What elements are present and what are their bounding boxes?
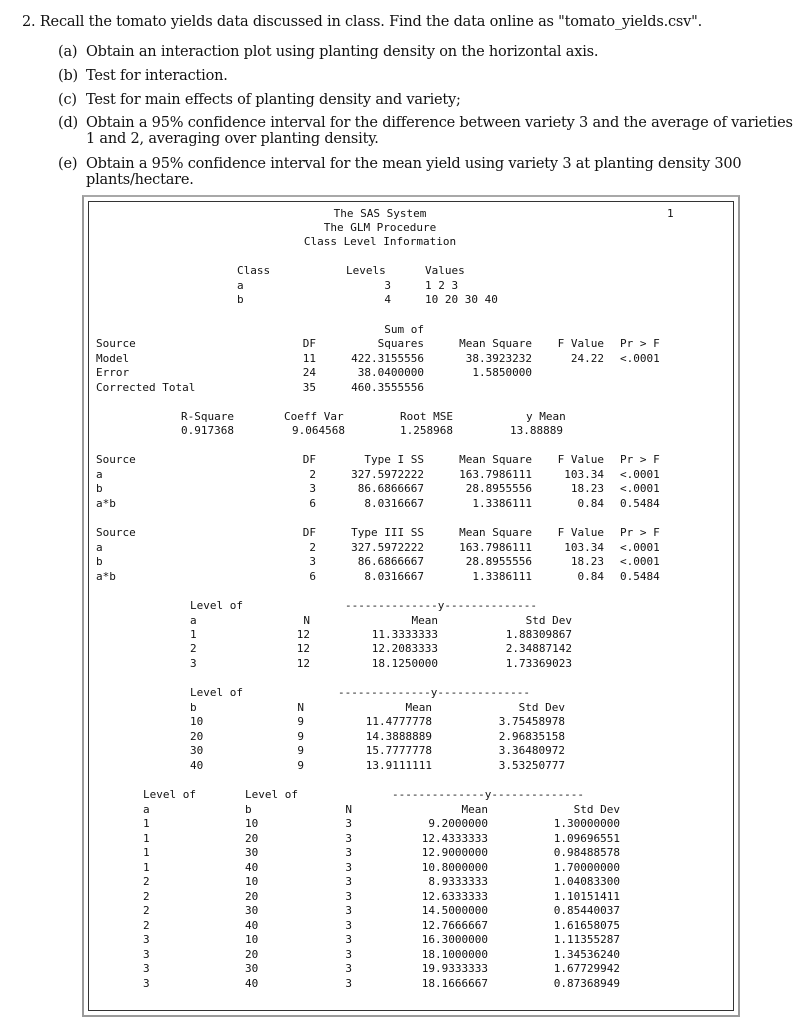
std-dev: 0.85440037 <box>553 904 620 917</box>
var-label: b <box>190 701 197 714</box>
class-b: b <box>237 293 244 306</box>
f-value: 103.34 <box>564 468 604 481</box>
level-a: 3 <box>143 977 150 990</box>
f-value: 18.23 <box>570 482 604 495</box>
source: a*b <box>96 497 116 510</box>
source: Corrected Total <box>96 381 196 394</box>
std-dev: 0.98488578 <box>553 846 620 859</box>
ss: 460.3555556 <box>351 381 424 394</box>
ss: 38.0400000 <box>357 366 424 379</box>
mean: 10.8000000 <box>421 861 488 874</box>
ms: 1.5850000 <box>472 366 532 379</box>
part-label: (b) <box>58 68 78 84</box>
level-a: 1 <box>143 817 150 830</box>
level-a: 1 <box>143 846 150 859</box>
std-header: Std Dev <box>518 701 565 714</box>
header: Source <box>96 453 136 466</box>
std-dev: 1.73369023 <box>505 657 572 670</box>
level-b: 20 <box>245 948 259 961</box>
source: b <box>96 482 103 495</box>
n: 3 <box>345 933 352 946</box>
part-text-cont: 1 and 2, averaging over planting density. <box>86 131 379 147</box>
mean: 12.2083333 <box>371 642 438 655</box>
root-mse-header: Root MSE <box>400 410 453 423</box>
header: DF <box>302 453 316 466</box>
level-b: 30 <box>245 846 259 859</box>
p-value: <.0001 <box>620 555 660 568</box>
df: 6 <box>309 497 316 510</box>
header: Source <box>96 526 136 539</box>
std-dev: 1.30000000 <box>553 817 620 830</box>
level-b: 20 <box>245 890 259 903</box>
df: 24 <box>302 366 316 379</box>
std-dev: 1.34536240 <box>553 948 620 961</box>
level-a: 3 <box>143 962 150 975</box>
n: 9 <box>297 759 304 772</box>
n: 3 <box>345 948 352 961</box>
ms: 163.7986111 <box>459 468 532 481</box>
level: 40 <box>190 759 204 772</box>
part-text: Obtain a 95% confidence interval for the mean yield using variety 3 at planting density 300 <box>86 156 742 172</box>
n: 12 <box>296 642 310 655</box>
source: Error <box>96 366 130 379</box>
std-dev: 1.09696551 <box>553 832 620 845</box>
header: Pr > F <box>620 526 660 539</box>
mean: 9.2000000 <box>428 817 488 830</box>
header: Mean Square <box>459 526 532 539</box>
header: F Value <box>557 453 604 466</box>
mean: 12.4333333 <box>421 832 488 845</box>
question-part-a <box>58 44 598 60</box>
std-dev: 1.70000000 <box>553 861 620 874</box>
ms: 28.8955556 <box>465 482 532 495</box>
levels-b: 4 <box>384 293 391 306</box>
n: 3 <box>345 890 352 903</box>
r-square-header: R-Square <box>181 410 234 423</box>
n-header: N <box>297 701 304 714</box>
ss: 86.6866667 <box>357 482 424 495</box>
p-value: 0.5484 <box>620 570 660 583</box>
ms: 1.3386111 <box>472 570 532 583</box>
std-dev: 3.53250777 <box>498 759 565 772</box>
level: 10 <box>190 715 204 728</box>
ss: 8.0316667 <box>364 570 424 583</box>
std-header: Std Dev <box>573 803 620 816</box>
ss: 8.0316667 <box>364 497 424 510</box>
coeff-var-header: Coeff Var <box>284 410 344 423</box>
level-b: 40 <box>245 861 259 874</box>
mean: 14.3888889 <box>365 730 432 743</box>
source: b <box>96 555 103 568</box>
mean: 18.1000000 <box>421 948 488 961</box>
std-dev: 1.11355287 <box>553 933 620 946</box>
level-b: 30 <box>245 904 259 917</box>
mean-header: Mean <box>461 803 488 816</box>
part-label: (c) <box>58 92 77 108</box>
n: 9 <box>297 730 304 743</box>
part-label: (a) <box>58 44 78 60</box>
question-part-e <box>58 156 741 188</box>
mean: 12.7666667 <box>421 919 488 932</box>
mean: 8.9333333 <box>428 875 488 888</box>
y-separator: --------------y-------------- <box>392 788 585 801</box>
level: 1 <box>190 628 197 641</box>
n: 3 <box>345 861 352 874</box>
question-part-b <box>58 68 228 84</box>
ss: 422.3155556 <box>351 352 424 365</box>
part-text: Obtain an interaction plot using planting density on the horizontal axis. <box>86 44 599 60</box>
std-dev: 1.04083300 <box>553 875 620 888</box>
values-header: Values <box>425 264 465 277</box>
n-header: N <box>345 803 352 816</box>
anova-ss-header: Squares <box>377 337 424 350</box>
header: Mean Square <box>459 453 532 466</box>
mean: 13.9111111 <box>365 759 432 772</box>
y-mean-header: y Mean <box>526 410 566 423</box>
values-a: 1 2 3 <box>425 279 459 292</box>
n: 3 <box>345 846 352 859</box>
mean: 18.1666667 <box>421 977 488 990</box>
n: 9 <box>297 744 304 757</box>
sum-of-label: Sum of <box>384 323 424 336</box>
ss: 86.6866667 <box>357 555 424 568</box>
var-a-label: a <box>143 803 150 816</box>
level-of-label: Level of <box>190 686 243 699</box>
f-value: 24.22 <box>570 352 604 365</box>
part-label: (d) <box>58 115 78 131</box>
p-value: <.0001 <box>620 352 660 365</box>
df: 2 <box>309 468 316 481</box>
mean: 11.3333333 <box>371 628 438 641</box>
source: a <box>96 468 103 481</box>
header: Type I SS <box>364 453 424 466</box>
ms: 163.7986111 <box>459 541 532 554</box>
p-value: <.0001 <box>620 468 660 481</box>
level-b: 10 <box>245 875 259 888</box>
std-dev: 3.75458978 <box>498 715 565 728</box>
mean: 16.3000000 <box>421 933 488 946</box>
anova-ms-header: Mean Square <box>459 337 532 350</box>
sas-title: The SAS System <box>333 207 427 220</box>
part-text-cont: plants/hectare. <box>86 172 194 188</box>
df: 3 <box>309 555 316 568</box>
ss: 327.5972222 <box>351 541 424 554</box>
level-of-b-label: Level of <box>245 788 298 801</box>
header: F Value <box>557 526 604 539</box>
level-b: 40 <box>245 977 259 990</box>
mean: 19.9333333 <box>421 962 488 975</box>
level-of-label: Level of <box>190 599 243 612</box>
std-dev: 0.87368949 <box>553 977 620 990</box>
mean: 14.5000000 <box>421 904 488 917</box>
class-header: Class <box>237 264 271 277</box>
ss: 327.5972222 <box>351 468 424 481</box>
df: 3 <box>309 482 316 495</box>
root-mse-value: 1.258968 <box>400 424 453 437</box>
n: 3 <box>345 875 352 888</box>
std-header: Std Dev <box>525 614 572 627</box>
mean: 18.1250000 <box>371 657 438 670</box>
level-b: 10 <box>245 817 259 830</box>
f-value: 18.23 <box>570 555 604 568</box>
anova-df-header: DF <box>302 337 316 350</box>
source: a*b <box>96 570 116 583</box>
std-dev: 1.67729942 <box>553 962 620 975</box>
question-part-c <box>58 92 461 108</box>
part-label: (e) <box>58 156 78 172</box>
level: 2 <box>190 642 197 655</box>
std-dev: 2.34887142 <box>505 642 572 655</box>
part-text: Test for interaction. <box>86 68 228 84</box>
values-b: 10 20 30 40 <box>425 293 498 306</box>
n: 9 <box>297 715 304 728</box>
header: Pr > F <box>620 453 660 466</box>
df: 11 <box>302 352 316 365</box>
n: 3 <box>345 962 352 975</box>
level-a: 2 <box>143 904 150 917</box>
level-a: 3 <box>143 948 150 961</box>
anova-p-header: Pr > F <box>620 337 660 350</box>
mean: 12.6333333 <box>421 890 488 903</box>
part-text: Test for main effects of planting density and variety; <box>86 92 461 108</box>
mean: 12.9000000 <box>421 846 488 859</box>
n: 12 <box>296 657 310 670</box>
level: 3 <box>190 657 197 670</box>
std-dev: 1.10151411 <box>553 890 620 903</box>
level-b: 40 <box>245 919 259 932</box>
level-of-a-label: Level of <box>143 788 196 801</box>
source: a <box>96 541 103 554</box>
level-a: 1 <box>143 861 150 874</box>
level-a: 2 <box>143 890 150 903</box>
p-value: 0.5484 <box>620 497 660 510</box>
level-b: 30 <box>245 962 259 975</box>
part-text: Obtain a 95% confidence interval for the difference between variety 3 and the average of varieties <box>86 115 793 131</box>
glm-title: The GLM Procedure <box>323 221 437 234</box>
n: 12 <box>296 628 310 641</box>
class-level-title: Class Level Information <box>303 235 457 248</box>
y-separator: --------------y-------------- <box>345 599 538 612</box>
level: 30 <box>190 744 204 757</box>
ms: 38.3923232 <box>465 352 532 365</box>
level-a: 2 <box>143 919 150 932</box>
level-b: 20 <box>245 832 259 845</box>
level-a: 3 <box>143 933 150 946</box>
n: 3 <box>345 904 352 917</box>
levels-header: Levels <box>346 264 386 277</box>
var-label: a <box>190 614 197 627</box>
var-b-label: b <box>245 803 252 816</box>
n: 3 <box>345 817 352 830</box>
std-dev: 1.61658075 <box>553 919 620 932</box>
n: 3 <box>345 977 352 990</box>
mean-header: Mean <box>411 614 438 627</box>
y-mean-value: 13.88889 <box>510 424 563 437</box>
level-b: 10 <box>245 933 259 946</box>
f-value: 0.84 <box>577 570 604 583</box>
ms: 28.8955556 <box>465 555 532 568</box>
std-dev: 2.96835158 <box>498 730 565 743</box>
anova-f-header: F Value <box>557 337 604 350</box>
std-dev: 1.88309867 <box>505 628 572 641</box>
n: 3 <box>345 919 352 932</box>
mean-header: Mean <box>405 701 432 714</box>
f-value: 103.34 <box>564 541 604 554</box>
level: 20 <box>190 730 204 743</box>
header: Type III SS <box>351 526 424 539</box>
n-header: N <box>303 614 310 627</box>
p-value: <.0001 <box>620 541 660 554</box>
question-part-d <box>58 115 793 147</box>
source: Model <box>96 352 130 365</box>
anova-source-header: Source <box>96 337 136 350</box>
df: 2 <box>309 541 316 554</box>
y-separator: --------------y-------------- <box>338 686 531 699</box>
ms: 1.3386111 <box>472 497 532 510</box>
df: 6 <box>309 570 316 583</box>
f-value: 0.84 <box>577 497 604 510</box>
mean: 15.7777778 <box>365 744 432 757</box>
class-a: a <box>237 279 244 292</box>
p-value: <.0001 <box>620 482 660 495</box>
page-number: 1 <box>667 207 674 220</box>
level-a: 1 <box>143 832 150 845</box>
header: DF <box>302 526 316 539</box>
question-heading: 2. Recall the tomato yields data discussed in class. Find the data online as "tomato_yields.csv". <box>22 14 703 30</box>
level-a: 2 <box>143 875 150 888</box>
mean: 11.4777778 <box>365 715 432 728</box>
coeff-var-value: 9.064568 <box>292 424 345 437</box>
n: 3 <box>345 832 352 845</box>
levels-a: 3 <box>384 279 391 292</box>
r-square-value: 0.917368 <box>181 424 234 437</box>
std-dev: 3.36480972 <box>498 744 565 757</box>
df: 35 <box>302 381 316 394</box>
